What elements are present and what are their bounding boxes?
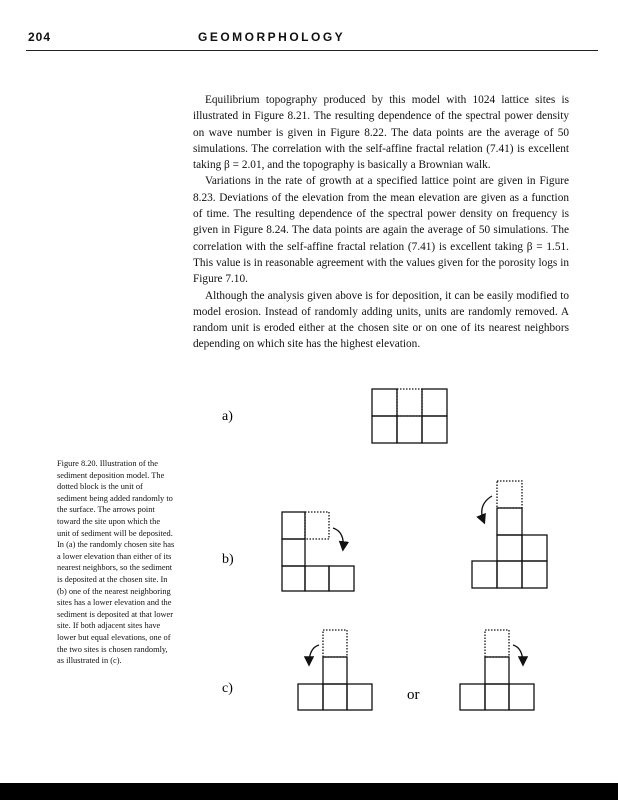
- dotted-sediment-block: [397, 389, 422, 416]
- block: [282, 566, 305, 591]
- block: [323, 684, 347, 710]
- block: [282, 539, 305, 566]
- block: [460, 684, 485, 710]
- arrow: [309, 645, 319, 664]
- diagram-b-right: [472, 481, 547, 588]
- block: [485, 657, 509, 684]
- arrow: [482, 496, 492, 522]
- block: [522, 561, 547, 588]
- block: [372, 389, 397, 416]
- block: [422, 416, 447, 443]
- diagram-c-left: [298, 630, 372, 710]
- block: [347, 684, 372, 710]
- block: [497, 535, 522, 561]
- or-text: or: [407, 687, 420, 703]
- label-b: b): [222, 552, 234, 567]
- block: [497, 508, 522, 535]
- block: [282, 512, 305, 539]
- arrow: [333, 528, 343, 549]
- block: [472, 561, 497, 588]
- paragraph-3: Although the analysis given above is for deposition, it can be easily modified to model erosion. Instead of randomly adding units, units are randomly removed. A random unit is eroded either at the chosen site or on one of its nearest neighbors depending on which site has the highest elevation.: [193, 289, 569, 351]
- block: [509, 684, 534, 710]
- block: [397, 416, 422, 443]
- block: [485, 684, 509, 710]
- diagram-a: [372, 389, 447, 443]
- dotted-sediment-block: [323, 630, 347, 657]
- block: [372, 416, 397, 443]
- block: [305, 566, 329, 591]
- block: [323, 657, 347, 684]
- block: [422, 389, 447, 416]
- arrow: [513, 645, 523, 664]
- block: [522, 535, 547, 561]
- running-title: GEOMORPHOLOGY: [198, 30, 346, 44]
- dotted-sediment-block: [485, 630, 509, 657]
- diagram-c-right: [460, 630, 534, 710]
- paragraph-2: Variations in the rate of growth at a specified lattice point are given in Figure 8.23. Deviations of the elevation from the mean elevation are given as a function of time. The resulting dependence of the spectral power density on frequency is given in Figure 8.24. The data points are again the average of 50 simulations. The correlation with the self-affine fractal relation (7.41) is excellent taking β = 1.51. This value is in reasonable agreement with the values given for the porosity logs in Figure 7.10.: [193, 175, 569, 286]
- block: [329, 566, 354, 591]
- block: [298, 684, 323, 710]
- scan-edge-bar: [0, 783, 618, 800]
- paragraph-1: Equilibrium topography produced by this model with 1024 lattice sites is illustrated in Figure 8.21. The resulting dependence of the spectral power density on wave number is given in Figure 8.22. The data points are the average of 50 simulations. The correlation with the self-affine fractal relation (7.41) is excellent taking β = 2.01, and the topography is basically a Brownian walk.: [193, 94, 569, 172]
- diagram-b-left: [282, 512, 354, 591]
- label-c: c): [222, 681, 233, 696]
- figure-caption: Figure 8.20. Illustration of the sediment deposition model. The dotted block is the unit of sediment being added randomly to the surface. The arrows point toward the site upon which the unit of sediment will be deposited. In (a) the randomly chosen site has a lower elevation than either of its nearest neighbors, so the sediment is deposited at the chosen site. In (b) one of the nearest neighboring sites has a lower elevation and the sediment is deposited at that lower site. If both adjacent sites have lower but equal elevations, one of the two sites is chosen randomly, as illustrated in (c).: [57, 459, 175, 666]
- block: [497, 561, 522, 588]
- dotted-sediment-block: [497, 481, 522, 508]
- dotted-sediment-block: [305, 512, 329, 539]
- label-a: a): [222, 409, 233, 424]
- page-number: 204: [28, 30, 52, 44]
